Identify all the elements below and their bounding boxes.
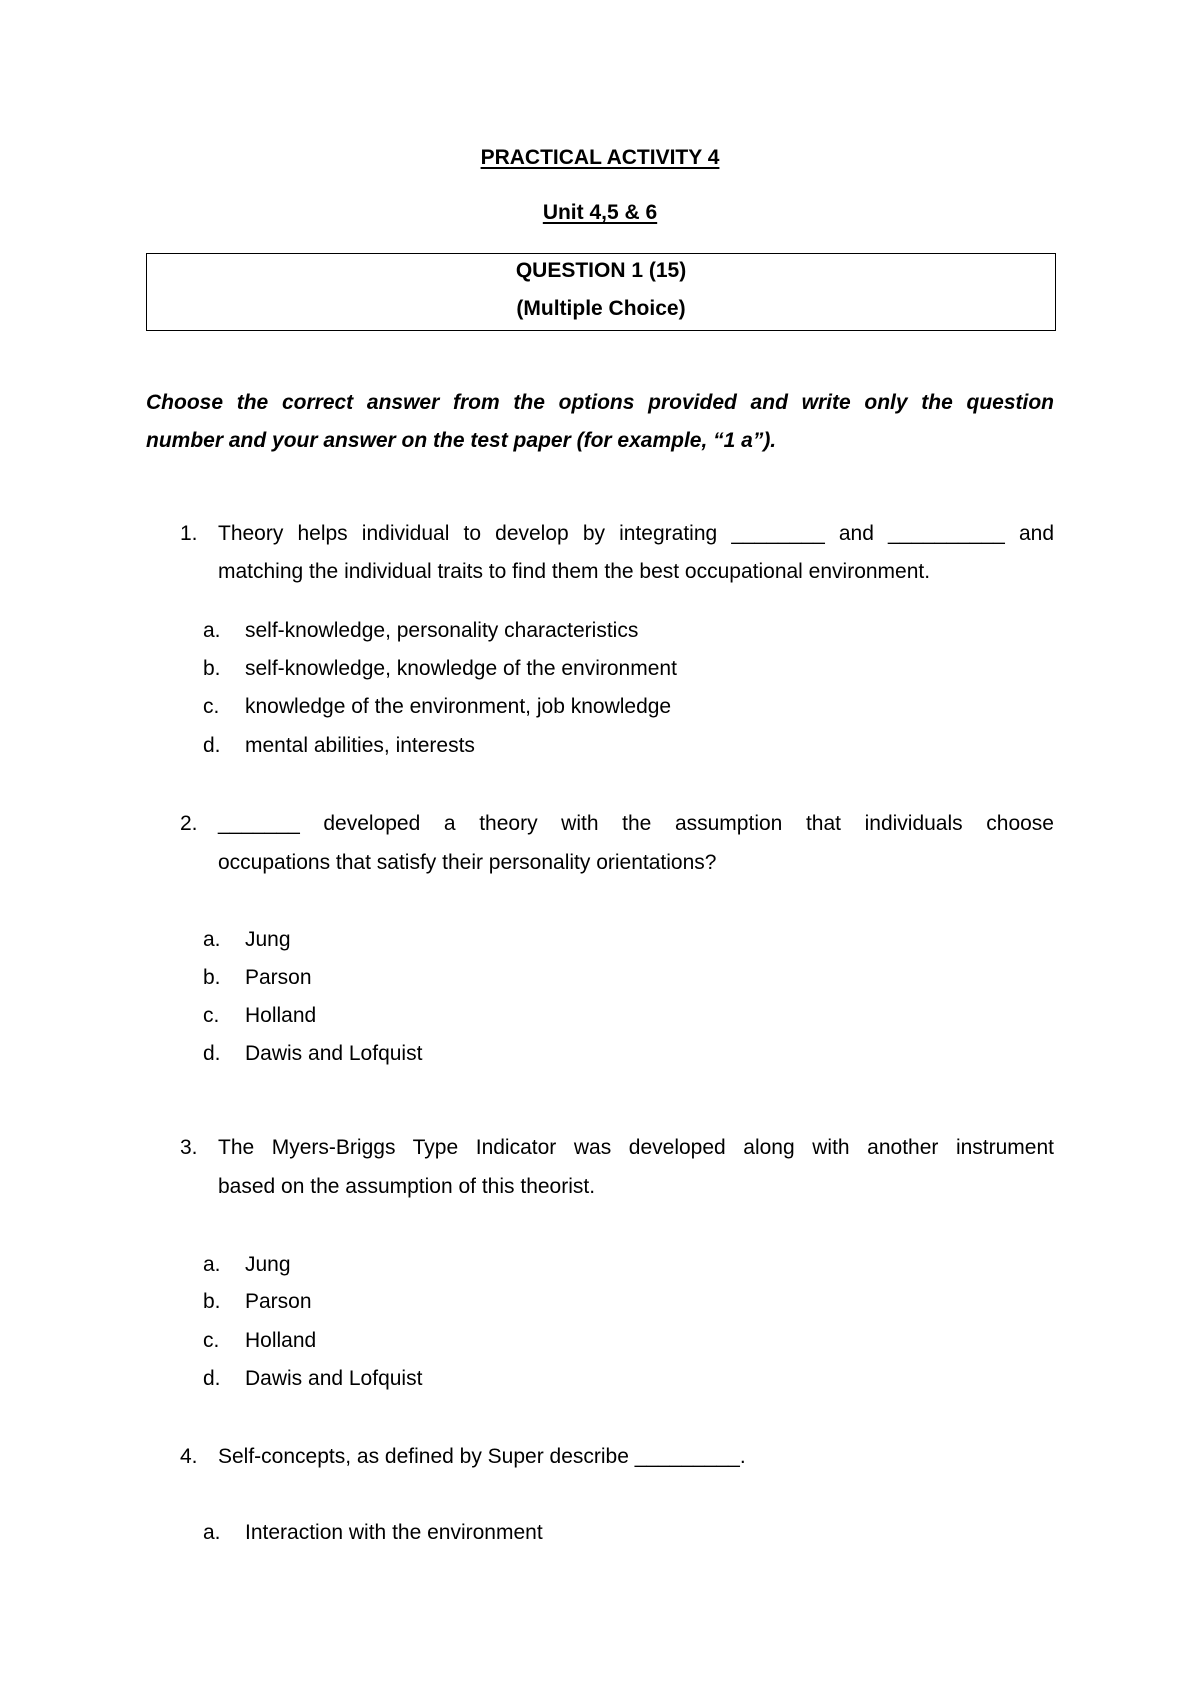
page-title: PRACTICAL ACTIVITY 4 [480, 146, 720, 169]
option-letter: c. [203, 695, 220, 718]
option-text: Jung [245, 1253, 291, 1276]
question-type: (Multiple Choice) [516, 297, 686, 320]
option-letter: d. [203, 734, 221, 757]
question-text: matching the individual traits to find them the best occupational environment. [218, 560, 931, 583]
option-text: mental abilities, interests [245, 734, 475, 757]
page-subtitle: Unit 4,5 & 6 [542, 201, 658, 224]
option-text: Dawis and Lofquist [245, 1367, 423, 1390]
option-letter: b. [203, 966, 221, 989]
option-text: Dawis and Lofquist [245, 1042, 423, 1065]
option-letter: b. [203, 657, 221, 680]
option-text: Jung [245, 928, 291, 951]
option-letter: b. [203, 1290, 221, 1313]
option-letter: a. [203, 619, 221, 642]
question-header-box [146, 253, 1056, 331]
option-text: Holland [245, 1329, 317, 1352]
option-letter: a. [203, 1521, 221, 1544]
question-text: The Myers-Briggs Type Indicator was developed along with another instrument [218, 1136, 1054, 1159]
question-text: occupations that satisfy their personality orientations? [218, 851, 717, 874]
option-text: Parson [245, 1290, 312, 1313]
question-number: 2. [180, 812, 198, 835]
option-letter: a. [203, 928, 221, 951]
option-text: Interaction with the environment [245, 1521, 543, 1544]
option-text: Parson [245, 966, 312, 989]
question-text: based on the assumption of this theorist. [218, 1175, 596, 1198]
option-text: self-knowledge, personality characteristics [245, 619, 639, 642]
option-letter: d. [203, 1367, 221, 1390]
question-text: Theory helps individual to develop by integrating ________ and __________ and [218, 522, 1054, 545]
question-number: 4. [180, 1445, 198, 1468]
option-text: self-knowledge, knowledge of the environment [245, 657, 677, 680]
option-letter: c. [203, 1329, 220, 1352]
question-text: Self-concepts, as defined by Super describe _________. [218, 1445, 746, 1468]
instructions-line-2: number and your answer on the test paper (for example, “1 a”). [146, 429, 777, 452]
question-heading: QUESTION 1 (15) [515, 259, 687, 282]
option-letter: d. [203, 1042, 221, 1065]
question-text: _______ developed a theory with the assumption that individuals choose [218, 812, 1054, 835]
question-number: 3. [180, 1136, 198, 1159]
option-text: Holland [245, 1004, 317, 1027]
option-letter: c. [203, 1004, 220, 1027]
option-letter: a. [203, 1253, 221, 1276]
question-number: 1. [180, 522, 198, 545]
instructions-line-1: Choose the correct answer from the options provided and write only the question [146, 391, 1054, 414]
option-text: knowledge of the environment, job knowledge [245, 695, 672, 718]
